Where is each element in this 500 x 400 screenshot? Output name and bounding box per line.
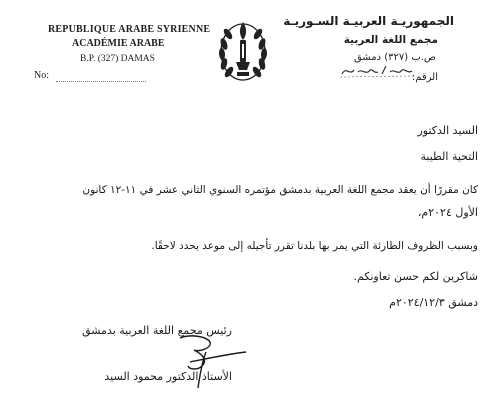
academy-emblem-logo: [214, 14, 272, 86]
header-country-fr: REPUBLIQUE ARABE SYRIENNE: [48, 24, 211, 35]
reference-number-label: No:: [34, 70, 49, 81]
header-institution-fr: ACADÉMIE ARABE: [72, 38, 165, 49]
paragraph-1-line-1: كان مقررًا أن يعقد مجمع اللغة العربية بدمشق مؤتمره السنوي الثاني عشر في ١١-١٢ كانون: [82, 184, 478, 196]
paragraph-1-line-2: الأول ٢٠٢٤م،: [417, 206, 478, 219]
salutation: السيد الدكتور: [417, 124, 478, 137]
header-institution-ar: مجمع اللغة العربية: [343, 34, 438, 46]
signatory-title: رئيس مجمع اللغة العربية بدمشق: [82, 324, 232, 337]
handwritten-signature: [150, 332, 260, 392]
letter-date: دمشق ٢٠٢٤/١٢/٣م: [389, 296, 478, 309]
signatory-name: الأستاذ الدكتور محمود السيد: [104, 370, 232, 383]
header-address-fr: B.P. (327) DAMAS: [80, 54, 155, 64]
greeting: التحية الطيبة: [420, 150, 478, 163]
thanks-line: شاكرين لكم حسن تعاونكم.: [353, 270, 478, 283]
header-country-ar: الجمهوريـة العربيـة السـوريـة: [283, 14, 454, 28]
handwritten-reference-number: [338, 62, 416, 80]
header-address-ar: ص.ب (٣٢٧) دمشق: [353, 52, 436, 63]
reference-number-line: [56, 81, 146, 82]
reference-label-ar: الرقم:: [411, 72, 438, 83]
paragraph-2: وبسبب الظروف الطارئة التي يمر بها بلدنا تقرر تأجيله إلى موعد يحدد لاحقًا.: [151, 240, 478, 252]
